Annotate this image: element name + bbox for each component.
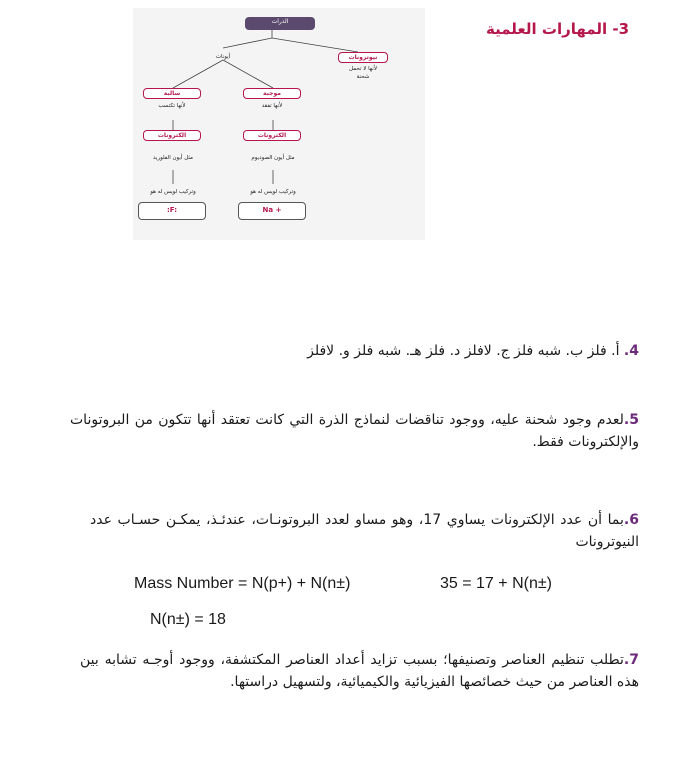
mass-number-equation: Mass Number = N(p+) + N(n±) <box>134 575 351 592</box>
substitution-equation: 35 = 17 + N(n±) <box>440 575 552 592</box>
atoms-concept-diagram <box>133 8 425 240</box>
positive-desc: لأنها تفقد <box>261 103 283 109</box>
answer-5 <box>70 409 639 453</box>
neutrons-desc-1: لأنها لا تحمل <box>349 66 377 72</box>
negative-electrons-box: الكترونات <box>143 130 201 141</box>
answer-7-number: 7. <box>623 652 639 668</box>
positive-example: مثل أيون الصوديوم <box>251 155 295 161</box>
answer-6-number: 6. <box>623 512 639 528</box>
negative-box: سالبة <box>143 88 201 99</box>
answer-7 <box>80 649 639 693</box>
negative-lewis-caption: وتركيب لويس له هو <box>150 189 196 195</box>
positive-lewis-caption: وتركيب لويس له هو <box>250 189 296 195</box>
positive-electrons-box: الكترونات <box>243 130 301 141</box>
neutrons-desc-2: شحنة <box>356 74 370 80</box>
negative-desc: لأنها تكتسب <box>158 103 186 109</box>
positive-box: موجبة <box>243 88 301 99</box>
answer-5-text: لعدم وجود شحنة عليه، ووجود تناقضات لنماذج الذرة التي كانت تعتقد أنها تتكون من البروتونات والإلكترونات فقط. <box>70 412 639 450</box>
section-3-heading: 3- المهارات العلمية <box>486 20 629 38</box>
answer-6-text: بما أن عدد الإلكترونات يساوي 17، وهو مساو لعدد البروتونـات، عندئـذ، يمكـن حسـاب عدد النيوترونات <box>90 512 639 550</box>
answer-4-text: أ. فلز ب. شبه فلز ج. لافلز د. فلز هـ. شبه فلز و. لافلز <box>307 343 624 359</box>
answer-6 <box>90 509 639 553</box>
sodium-lewis-box: Na + <box>238 202 306 220</box>
answer-5-number: 5. <box>623 412 639 428</box>
atoms-box: الذرات <box>245 17 315 30</box>
answer-4 <box>307 340 639 362</box>
answer-7-text: تطلب تنظيم العناصر وتصنيفها؛ بسبب تزايد أعداد العناصر المكتشفة، ووجود أوجـه تشابه بين هذه العناصر من حيث خصائصها الفيزيائية والكيميائية، ولتسهيل دراستها. <box>80 652 639 690</box>
neutrons-box: نيوترونات <box>338 52 388 63</box>
answer-4-number: 4. <box>623 343 639 359</box>
fluoride-lewis-box: :F: <box>138 202 206 220</box>
negative-example: مثل أيون الفلوريد <box>153 155 193 161</box>
ions-label: أيونات <box>215 54 231 60</box>
neutron-result-equation: N(n±) = 18 <box>150 611 226 628</box>
